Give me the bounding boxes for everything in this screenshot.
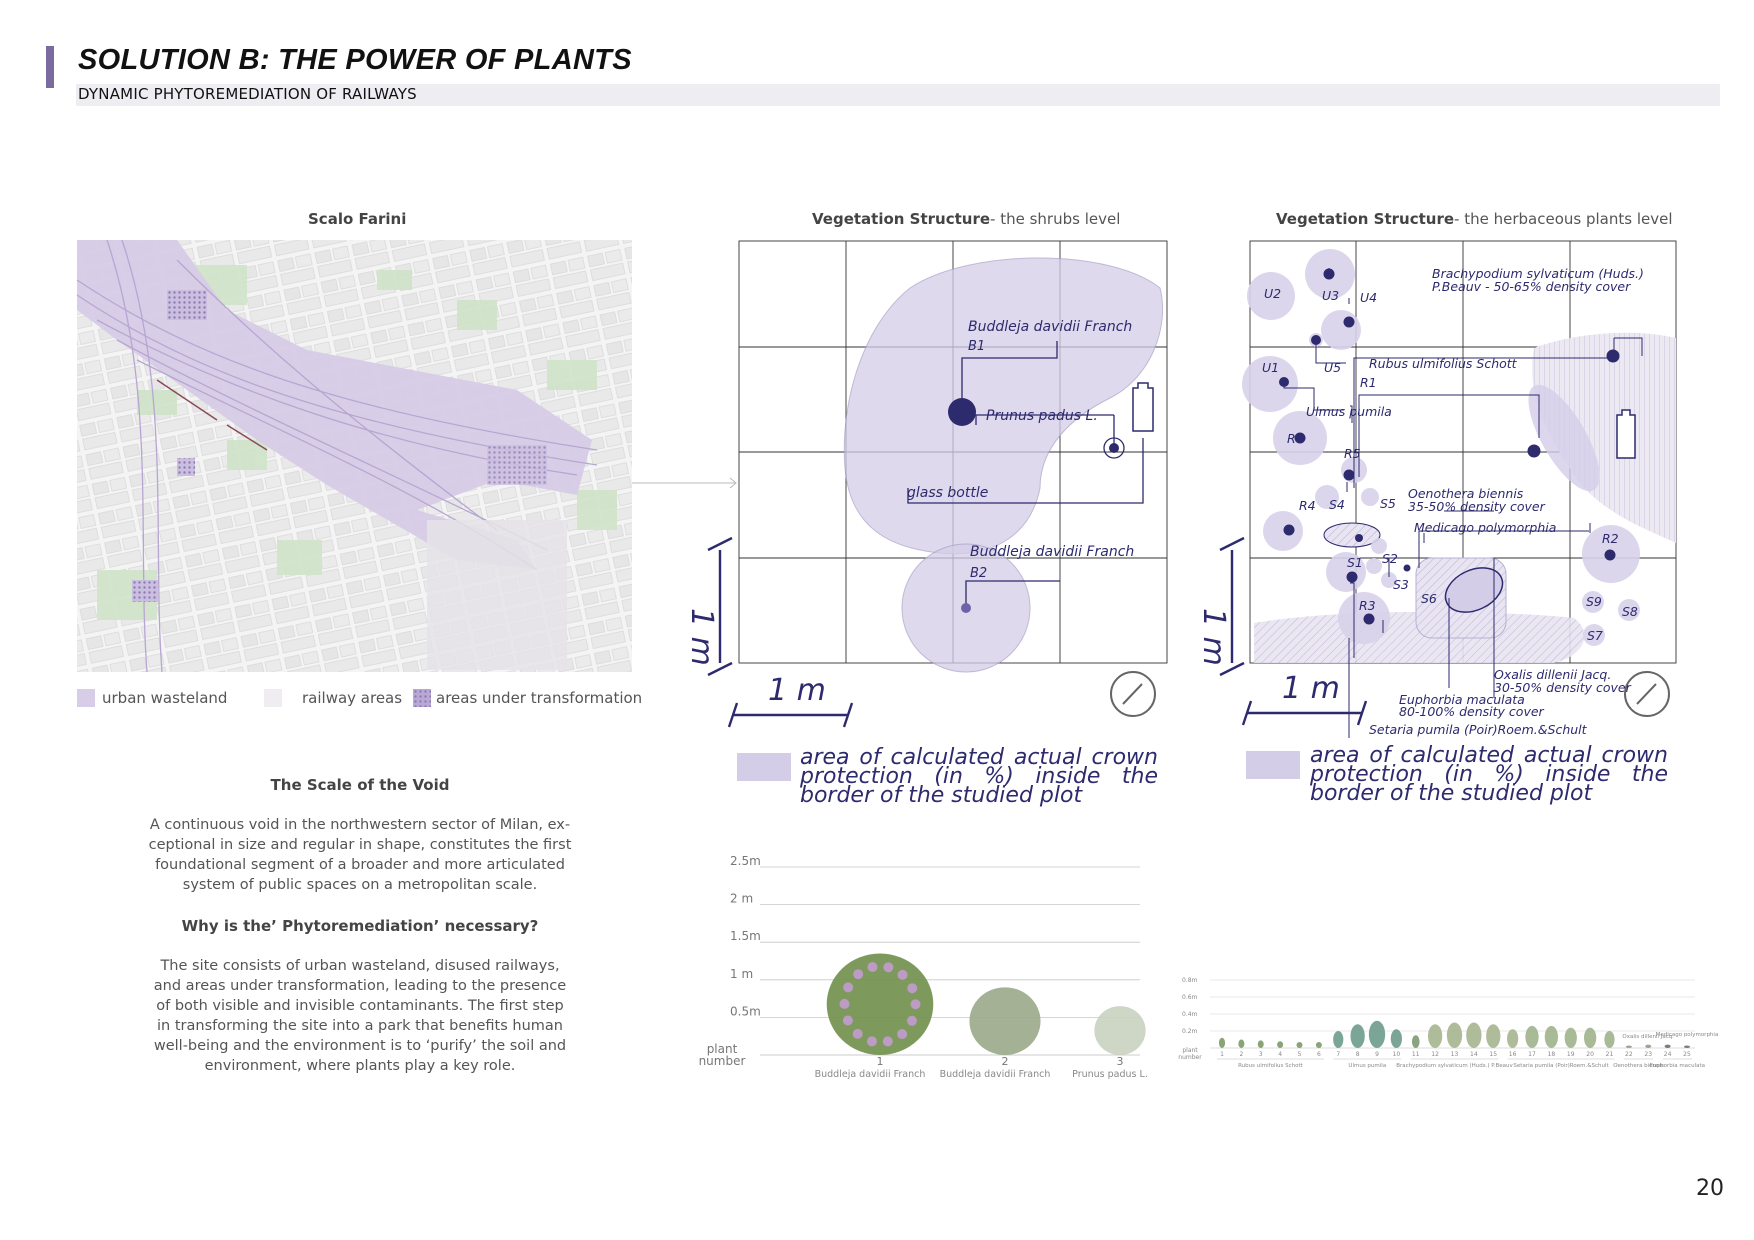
species-group-label: Ulmus pumila bbox=[1348, 1063, 1387, 1069]
x-tick-label: 25 bbox=[1683, 1051, 1691, 1058]
why-paragraph: The site consists of urban wasteland, disused railways, and areas under transformation, leading to the presence of both visible and invisible contaminants. The first step in transforming the site into a park that benefits human well-being and the environment is to ‘purify’ the soil and environment, where plants play a key role. bbox=[153, 958, 567, 1074]
x-tick-label: 16 bbox=[1508, 1051, 1517, 1058]
herbs-plot bbox=[1194, 238, 1684, 738]
plant-mark bbox=[1094, 1006, 1145, 1055]
x-tick-label: 7 bbox=[1336, 1051, 1341, 1058]
plant-mark bbox=[1665, 1045, 1671, 1048]
flower-cluster bbox=[839, 999, 849, 1009]
herbs-title: Vegetation Structure- the herbaceous plants level bbox=[1276, 210, 1673, 228]
herbs-scale-horizontal: 1 m bbox=[1282, 671, 1340, 706]
y-tick-label: 0.5m bbox=[730, 1004, 761, 1019]
x-tick-label: 12 bbox=[1431, 1051, 1439, 1058]
x-tick-label: 2 bbox=[1001, 1055, 1009, 1068]
x-axis-label-2: number bbox=[698, 1054, 746, 1068]
herbs-code-s4: S4 bbox=[1329, 497, 1345, 512]
herbs-label-euph-1: Euphorbia maculata bbox=[1399, 692, 1525, 707]
shrubs-title: Vegetation Structure- the shrubs level bbox=[812, 210, 1121, 228]
x-tick-label: 15 bbox=[1489, 1051, 1498, 1058]
herbs-label-euph-2: 80-100% density cover bbox=[1399, 704, 1544, 719]
plant-mark bbox=[1350, 1024, 1364, 1048]
plant-mark bbox=[1645, 1045, 1651, 1048]
herbs-label-medicago: Medicago polymorphia bbox=[1414, 520, 1557, 535]
x-tick-label: 19 bbox=[1566, 1051, 1575, 1058]
herbs-code-s5: S5 bbox=[1380, 496, 1396, 511]
herbs-scale-vertical: 1 m bbox=[1196, 608, 1231, 666]
herbs-code-u1: U1 bbox=[1262, 360, 1280, 375]
herbs-label-rubus: Rubus ulmifolius Schott bbox=[1369, 356, 1517, 371]
herbs-code-s6: S6 bbox=[1421, 591, 1437, 606]
shrubs-legend-swatch bbox=[737, 753, 791, 781]
plant-mark bbox=[1525, 1026, 1538, 1048]
legend-label-railway: railway areas bbox=[302, 689, 403, 707]
flower-cluster bbox=[897, 1029, 907, 1039]
page-title: SOLUTION B: THE POWER OF PLANTS bbox=[78, 44, 632, 76]
herbs-code-s9: S9 bbox=[1586, 594, 1602, 609]
species-group-label: Euphorbia maculata bbox=[1649, 1063, 1705, 1069]
species-group-label: Oenothera biennis bbox=[1613, 1063, 1664, 1069]
plant-mark bbox=[1277, 1041, 1283, 1048]
herbs-legend-text: area of calculated actual crown protection (in %) inside the border of the studied plot bbox=[1310, 743, 1668, 806]
y-tick-label: 1.5m bbox=[730, 929, 761, 944]
species-label: Prunus padus L. bbox=[1072, 1069, 1148, 1080]
herbs-code-s7: S7 bbox=[1587, 628, 1603, 643]
flower-cluster bbox=[898, 970, 908, 980]
shrubs-label-b1: Buddleja davidii Franch bbox=[968, 319, 1133, 335]
shrubs-scale-vertical: 1 m bbox=[684, 608, 719, 666]
shrubs-label-glass: glass bottle bbox=[907, 485, 989, 501]
legend-label-transformation: areas under transformation bbox=[436, 689, 643, 707]
herbs-code-u4: U4 bbox=[1360, 290, 1378, 305]
x-tick-label: 5 bbox=[1297, 1051, 1302, 1058]
legend-label-wasteland: urban wasteland bbox=[102, 689, 228, 707]
herbs-code-s2: S2 bbox=[1382, 551, 1398, 566]
plant-mark bbox=[1316, 1042, 1322, 1048]
y-tick-label: 0.4m bbox=[1182, 1011, 1198, 1018]
y-tick-label: 0.8m bbox=[1182, 977, 1198, 984]
shrubs-label-prunus: Prunus padus L. bbox=[986, 408, 1098, 424]
x-tick-label: 23 bbox=[1644, 1051, 1653, 1058]
page-subtitle: DYNAMIC PHYTOREMEDIATION OF RAILWAYS bbox=[78, 85, 417, 103]
species-label: Buddleja davidii Franch bbox=[939, 1069, 1051, 1080]
plant-mark bbox=[1391, 1029, 1402, 1048]
flower-cluster bbox=[907, 983, 917, 993]
x-tick-label: 14 bbox=[1470, 1051, 1478, 1058]
plant-mark bbox=[1333, 1031, 1343, 1048]
herbs-code-r1: R1 bbox=[1360, 375, 1377, 390]
x-tick-label: 24 bbox=[1663, 1051, 1672, 1058]
herbs-code-r4: R4 bbox=[1299, 498, 1316, 513]
x-axis-label-2: number bbox=[1178, 1054, 1202, 1061]
x-tick-label: 3 bbox=[1116, 1055, 1124, 1068]
shrubs-legend-text: area of calculated actual crown protection (in %) inside the border of the studied plot bbox=[800, 745, 1158, 808]
scalo-farini-map bbox=[77, 240, 632, 672]
flower-cluster bbox=[883, 962, 893, 972]
herbs-code-r5: R5 bbox=[1344, 446, 1361, 461]
shrubs-code-b2: B2 bbox=[970, 566, 988, 581]
y-tick-label: 2 m bbox=[730, 891, 754, 906]
page-number: 20 bbox=[1696, 1176, 1724, 1201]
plant-mark bbox=[1447, 1023, 1462, 1049]
plant-mark bbox=[1584, 1028, 1596, 1048]
flower-cluster bbox=[868, 962, 878, 972]
x-tick-label: 11 bbox=[1411, 1051, 1420, 1058]
herbs-label-oxalis-2: 30-50% density cover bbox=[1494, 680, 1631, 695]
annotation-medicago: Medicago polymorphia bbox=[1655, 1032, 1719, 1039]
herbs-label-ulmus: Ulmus pumila bbox=[1306, 404, 1392, 419]
plant-mark bbox=[1258, 1040, 1264, 1048]
x-axis-label-1: plant bbox=[1182, 1047, 1198, 1054]
legend-swatch-wasteland bbox=[77, 689, 95, 707]
shrubs-code-b1: B1 bbox=[968, 339, 986, 354]
herbs-code-r6: R6 bbox=[1287, 431, 1304, 446]
plant-mark bbox=[1684, 1045, 1690, 1048]
flower-cluster bbox=[843, 1016, 853, 1026]
y-tick-label: 2.5m bbox=[730, 854, 761, 868]
x-tick-label: 22 bbox=[1625, 1051, 1633, 1058]
flower-cluster bbox=[911, 999, 921, 1009]
plant-mark bbox=[1626, 1045, 1632, 1048]
herbs-legend-swatch bbox=[1246, 751, 1300, 779]
flower-cluster bbox=[883, 1036, 893, 1046]
herbs-code-u5: U5 bbox=[1324, 360, 1342, 375]
x-tick-label: 20 bbox=[1586, 1051, 1594, 1058]
x-axis-label-1: plant bbox=[706, 1042, 738, 1056]
x-tick-label: 6 bbox=[1316, 1051, 1321, 1058]
plant-mark bbox=[1412, 1035, 1420, 1048]
x-tick-label: 13 bbox=[1450, 1051, 1459, 1058]
x-tick-label: 18 bbox=[1547, 1051, 1556, 1058]
herbs-code-s3: S3 bbox=[1393, 577, 1409, 592]
legend-swatch-railway bbox=[264, 689, 282, 707]
plant-mark bbox=[1565, 1028, 1577, 1048]
void-paragraph: A continuous void in the northwestern sector of Milan, ex- ceptional in size and regular in shape, constitutes the first foundational segment of a broader and more articulated system of public spaces on a metropolitan scale. bbox=[148, 817, 572, 893]
plant-mark bbox=[1219, 1038, 1225, 1048]
plant-mark bbox=[1545, 1026, 1558, 1048]
y-tick-label: 1 m bbox=[730, 966, 754, 981]
shrubs-height-chart bbox=[700, 855, 1150, 1085]
flower-cluster bbox=[867, 1036, 877, 1046]
species-group-label: Setaria pumila (Poir)Roem.&Schult bbox=[1513, 1063, 1609, 1069]
herbs-label-oxalis-1: Oxalis dillenii Jacq. bbox=[1494, 667, 1612, 682]
x-tick-label: 1 bbox=[876, 1055, 884, 1068]
title-accent-bar bbox=[46, 46, 54, 88]
herbs-code-s1: S1 bbox=[1347, 555, 1363, 570]
herbs-height-chart bbox=[1170, 970, 1719, 1100]
herbs-label-oeno-1: Oenothera biennis bbox=[1408, 486, 1524, 501]
species-group-label: Rubus ulmifolius Schott bbox=[1238, 1063, 1303, 1069]
x-tick-label: 17 bbox=[1528, 1051, 1536, 1058]
y-tick-label: 0.2m bbox=[1182, 1028, 1198, 1035]
herbs-label-brachy-2: P.Beauv - 50-65% density cover bbox=[1432, 279, 1631, 294]
x-tick-label: 1 bbox=[1220, 1051, 1224, 1058]
x-tick-label: 9 bbox=[1375, 1051, 1379, 1058]
shrubs-label-b2: Buddleja davidii Franch bbox=[970, 544, 1135, 560]
plant-mark bbox=[1238, 1040, 1244, 1049]
herbs-label-oeno-2: 35-50% density cover bbox=[1408, 499, 1545, 514]
plant-mark bbox=[1428, 1024, 1442, 1048]
annotation-oxalis: Oxalis dillenii Jacq. bbox=[1622, 1033, 1675, 1040]
herbs-label-setaria: Setaria pumila (Poir)Roem.&Schult bbox=[1369, 722, 1587, 737]
plant-mark bbox=[1604, 1031, 1614, 1048]
herbs-code-u3: U3 bbox=[1322, 288, 1340, 303]
flower-cluster bbox=[843, 982, 853, 992]
herbs-code-r2: R2 bbox=[1602, 531, 1619, 546]
shrubs-plot bbox=[684, 238, 1170, 728]
shrubs-scale-horizontal: 1 m bbox=[768, 673, 826, 708]
herbs-code-r3: R3 bbox=[1359, 598, 1376, 613]
species-group-label: Brachypodium sylvaticum (Huds.) P.Beauv bbox=[1396, 1063, 1513, 1069]
x-tick-label: 2 bbox=[1239, 1051, 1244, 1058]
herbs-code-u2: U2 bbox=[1264, 286, 1282, 301]
herbs-label-brachy-1: Brachypodium sylvaticum (Huds.) bbox=[1432, 266, 1644, 281]
y-tick-label: 0.6m bbox=[1182, 994, 1198, 1001]
x-tick-label: 10 bbox=[1392, 1051, 1401, 1058]
x-tick-label: 4 bbox=[1278, 1051, 1283, 1058]
legend-swatch-transformation bbox=[413, 689, 431, 707]
herbs-code-s8: S8 bbox=[1622, 604, 1638, 619]
flower-cluster bbox=[853, 969, 863, 979]
plant-mark bbox=[1297, 1042, 1303, 1048]
plant-mark bbox=[969, 987, 1040, 1055]
x-tick-label: 3 bbox=[1258, 1051, 1263, 1058]
x-tick-label: 8 bbox=[1355, 1051, 1360, 1058]
plant-mark bbox=[1507, 1029, 1518, 1048]
plant-mark bbox=[1369, 1021, 1385, 1048]
void-heading: The Scale of the Void bbox=[270, 776, 450, 794]
flower-cluster bbox=[907, 1016, 917, 1026]
x-tick-label: 21 bbox=[1605, 1051, 1614, 1058]
map-title: Scalo Farini bbox=[308, 210, 407, 228]
plant-mark bbox=[1486, 1024, 1500, 1048]
flower-cluster bbox=[853, 1029, 863, 1039]
why-heading: Why is the’ Phytoremediation’ necessary? bbox=[181, 917, 539, 935]
species-label: Buddleja davidii Franch bbox=[814, 1069, 926, 1080]
plant-mark bbox=[1466, 1023, 1481, 1049]
